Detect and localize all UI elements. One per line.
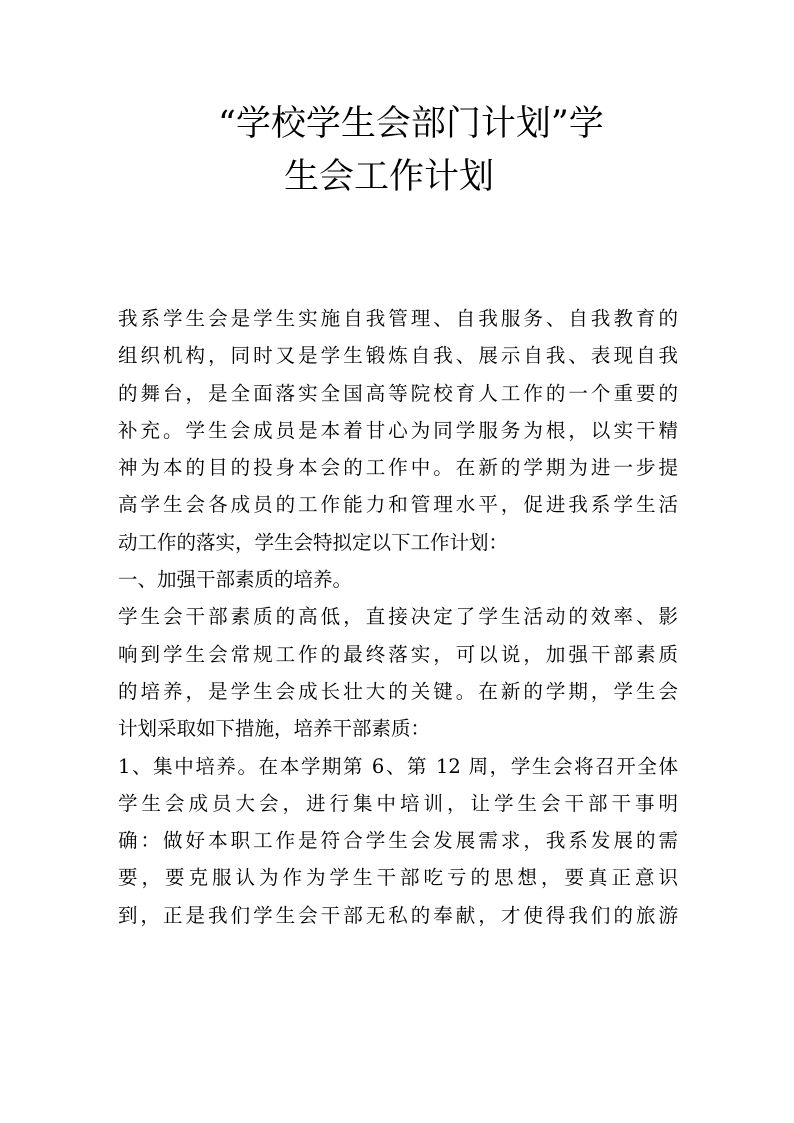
section-heading-1: 一、加强干部素质的培养。 <box>118 568 353 592</box>
document-title-line-2: 生会工作计划 <box>284 157 495 197</box>
body-line-14: 学生会成员大会，进行集中培训，让学生会干部干事明 <box>118 791 678 815</box>
body-line-11: 的培养，是学生会成长壮大的关键。在新的学期，学生会 <box>118 679 678 703</box>
body-line-10: 响到学生会常规工作的最终落实，可以说，加强干部素质 <box>118 642 678 666</box>
body-line-1: 我系学生会是学生实施自我管理、自我服务、自我教育的 <box>118 307 678 330</box>
body-line-12: 计划采取如下措施，培养干部素质： <box>118 717 431 741</box>
body-line-13: 1、集中培养。在本学期第 6、第 12 周，学生会将召开全体 <box>118 754 678 778</box>
document-body <box>118 300 678 934</box>
body-line-4: 补充。学生会成员是本着甘心为同学服务为根，以实干精 <box>118 418 678 442</box>
body-line-9: 学生会干部素质的高低，直接决定了学生活动的效率、影 <box>118 605 678 629</box>
body-line-3: 的舞台，是全面落实全国高等院校育人工作的一个重要的 <box>118 381 678 405</box>
body-line-17: 到，正是我们学生会干部无私的奉献，才使得我们的旅游 <box>118 903 678 927</box>
body-line-16: 要，要克服认为作为学生干部吃亏的思想，要真正意识 <box>118 866 678 890</box>
body-line-2: 组织机构，同时又是学生锻炼自我、展示自我、表现自我 <box>118 344 678 368</box>
document-title-line-1: “学校学生会部门计划”学 <box>218 104 604 144</box>
body-line-6: 高学生会各成员的工作能力和管理水平，促进我系学生活 <box>118 493 678 517</box>
body-line-5: 神为本的目的投身本会的工作中。在新的学期为进一步提 <box>118 456 678 480</box>
body-line-15: 确：做好本职工作是符合学生会发展需求，我系发展的需 <box>118 829 678 853</box>
body-line-7: 动工作的落实，学生会特拟定以下工作计划： <box>118 530 509 554</box>
